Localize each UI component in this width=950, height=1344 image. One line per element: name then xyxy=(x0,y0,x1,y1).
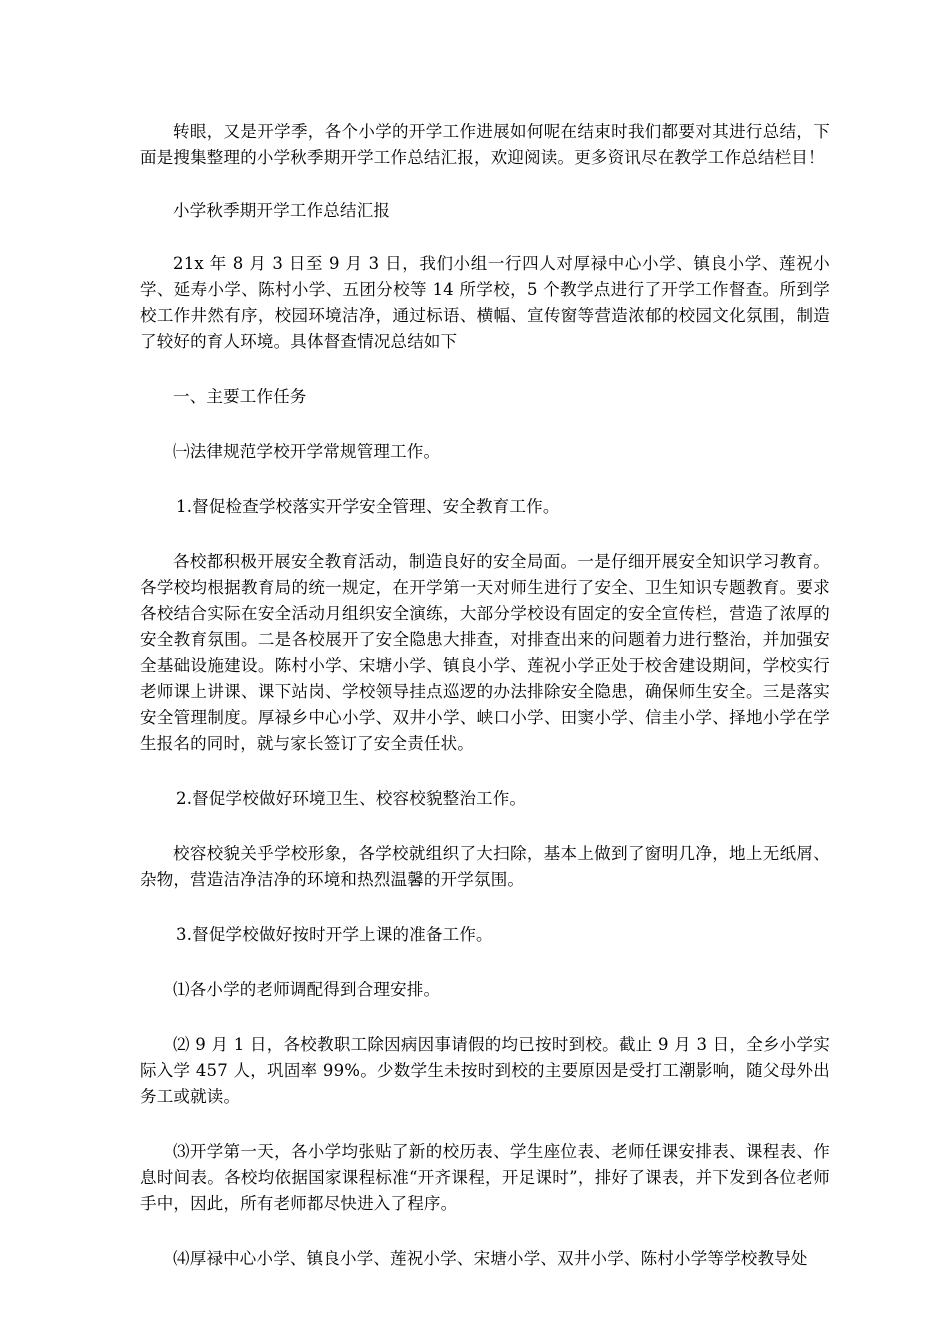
item1-body: 各校都积极开展安全教育活动，制造良好的安全局面。一是仔细开展安全知识学习教育。各学校均根据教育局的统一规定，在开学第一天对师生进行了安全、卫生知识专题教育。要求各校结合实际在安全活动月组织安全演练，大部分学校设有固定的安全宣传栏，营造了浓厚的安全教育氛围。二是各校展开了安全隐患大排查，对排查出来的问题着力进行整治，并加强安全基础设施建设。陈村小学、宋塘小学、镇良小学、莲祝小学正处于校舍建设期间，学校实行老师课上讲课、课下站岗、学校领导挂点巡逻的办法排除安全隐患，确保师生安全。三是落实安全管理制度。厚禄乡中心小学、双井小学、峡口小学、田窦小学、信圭小学、择地小学在学生报名的同时，就与家长签订了安全责任状。 xyxy=(140,552,830,753)
item1-heading: 1.督促检查学校落实开学安全管理、安全教育工作。 xyxy=(176,497,560,516)
item2-body: 校容校貌关乎学校形象，各学校就组织了大扫除，基本上做到了窗明几净，地上无纸屑、杂物，营造洁净洁净的环境和热烈温馨的开学氛围。 xyxy=(140,844,830,889)
point1: ⑴各小学的老师调配得到合理安排。 xyxy=(173,980,441,999)
point4: ⑷厚禄中心小学、镇良小学、莲祝小学、宋塘小学、双井小学、陈村小学等学校教导处 xyxy=(173,1249,808,1268)
point3: ⑶开学第一天，各小学均张贴了新的校历表、学生座位表、老师任课安排表、课程表、作息时间表。各校均依据国家课程标准“开齐课程，开足课时”，排好了课表，并下发到各位老师手中，因此，所有老师都尽快进入了程序。 xyxy=(140,1142,830,1213)
intro-paragraph: 转眼，又是开学季，各个小学的开学工作进展如何呢在结束时我们都要对其进行总结，下面是搜集整理的小学秋季期开学工作总结汇报，欢迎阅读。更多资讯尽在教学工作总结栏目！ xyxy=(140,122,830,167)
document-title: 小学秋季期开学工作总结汇报 xyxy=(173,201,391,220)
document-page xyxy=(140,119,830,1272)
overview-paragraph: 21x 年 8 月 3 日至 9 月 3 日，我们小组一行四人对厚禄中心小学、镇良小学、莲祝小学、延寿小学、陈村小学、五团分校等 14 所学校，5 个教学点进行了开学工作督查。所到学校工作井然有序，校园环境洁净，通过标语、横幅、宣传窗等营造浓郁的校园文化氛围，制造了较好的育人环境。具体督查情况总结如下 xyxy=(140,254,830,351)
subsection1-heading: ㈠法律规范学校开学常规管理工作。 xyxy=(173,442,441,461)
point2: ⑵ 9 月 1 日，各校教职工除因病因事请假的均已按时到校。截止 9 月 3 日，全乡小学实际入学 457 人，巩固率 99%。少数学生未按时到校的主要原因是受打工潮影响，随父母外出务工或就读。 xyxy=(140,1035,830,1106)
item3-heading: 3.督促学校做好按时开学上课的准备工作。 xyxy=(176,925,493,944)
section1-heading: 一、主要工作任务 xyxy=(173,387,307,406)
item2-heading: 2.督促学校做好环境卫生、校容校貌整治工作。 xyxy=(176,789,527,808)
